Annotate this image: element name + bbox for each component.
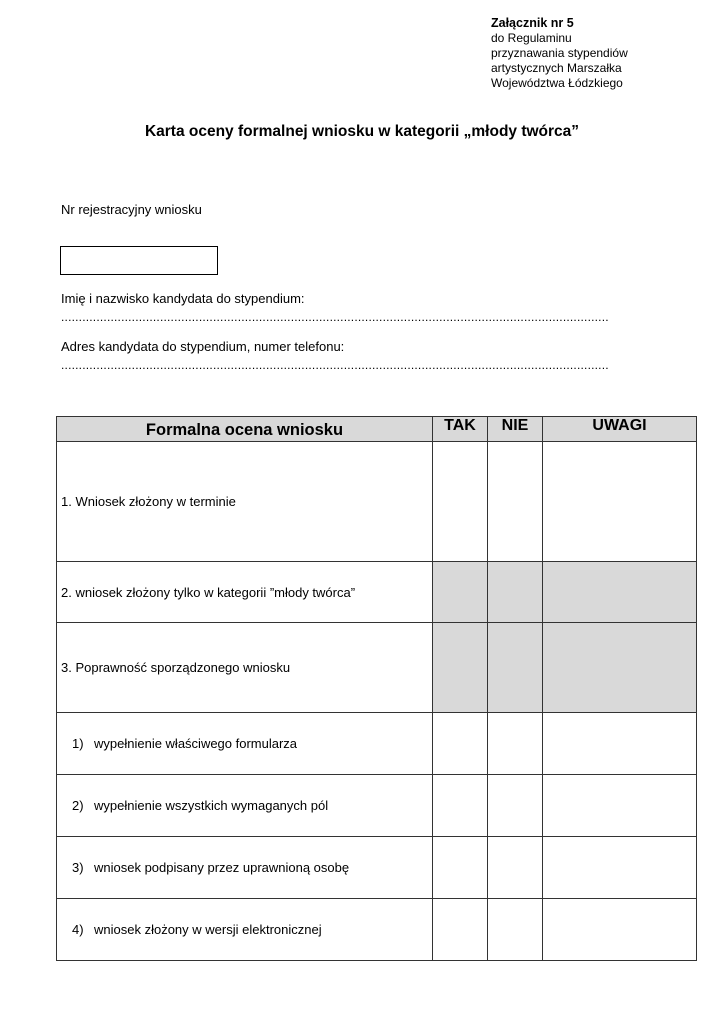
candidate-address-label: Adres kandydata do stypendium, numer telefonu: bbox=[61, 339, 345, 354]
row-number: 2) bbox=[72, 798, 84, 813]
annex-title: Załącznik nr 5 bbox=[491, 16, 574, 30]
yes-cell[interactable] bbox=[433, 899, 488, 961]
yes-cell[interactable] bbox=[433, 837, 488, 899]
row-number: 4) bbox=[72, 922, 84, 937]
row-text: wypełnienie wszystkich wymaganych pól bbox=[94, 798, 329, 813]
row-number: 1) bbox=[72, 736, 84, 751]
candidate-name-line[interactable]: ........................................................................................................................................................... bbox=[61, 310, 609, 324]
remarks-cell[interactable] bbox=[543, 899, 697, 961]
no-cell[interactable] bbox=[488, 713, 543, 775]
row-label bbox=[57, 899, 433, 961]
table-row bbox=[57, 713, 697, 775]
row-text: wniosek złożony w wersji elektronicznej bbox=[94, 922, 322, 937]
remarks-cell bbox=[543, 562, 697, 623]
no-cell bbox=[488, 562, 543, 623]
remarks-cell[interactable] bbox=[543, 837, 697, 899]
row-label: 2. wniosek złożony tylko w kategorii ”młody twórca” bbox=[57, 562, 433, 623]
remarks-cell[interactable] bbox=[543, 713, 697, 775]
remarks-cell[interactable] bbox=[543, 775, 697, 837]
no-cell[interactable] bbox=[488, 775, 543, 837]
table-row bbox=[57, 837, 697, 899]
annex-line: do Regulaminu bbox=[491, 31, 572, 45]
annex-line: Województwa Łódzkiego bbox=[491, 76, 623, 90]
no-cell bbox=[488, 623, 543, 713]
table-row bbox=[57, 899, 697, 961]
header-evaluation: Formalna ocena wniosku bbox=[57, 417, 433, 442]
header-no: NIE bbox=[488, 417, 543, 442]
registration-number-box[interactable] bbox=[60, 246, 218, 275]
evaluation-table bbox=[56, 416, 697, 961]
row-label bbox=[57, 713, 433, 775]
document-title: Karta oceny formalnej wniosku w kategorii „młody twórca” bbox=[144, 123, 580, 140]
yes-cell bbox=[433, 562, 488, 623]
no-cell[interactable] bbox=[488, 899, 543, 961]
remarks-cell bbox=[543, 623, 697, 713]
no-cell[interactable] bbox=[488, 442, 543, 562]
table-row bbox=[57, 623, 697, 713]
header-yes: TAK bbox=[433, 417, 488, 442]
annex-line: przyznawania stypendiów bbox=[491, 46, 628, 60]
table-row bbox=[57, 442, 697, 562]
yes-cell bbox=[433, 623, 488, 713]
row-text: wypełnienie właściwego formularza bbox=[94, 736, 298, 751]
row-label: 3. Poprawność sporządzonego wniosku bbox=[57, 623, 433, 713]
remarks-cell[interactable] bbox=[543, 442, 697, 562]
annex-block bbox=[491, 16, 628, 91]
candidate-address-line[interactable]: ........................................................................................................................................................... bbox=[61, 358, 609, 372]
candidate-name-label: Imię i nazwisko kandydata do stypendium: bbox=[61, 291, 305, 306]
table-row bbox=[57, 775, 697, 837]
row-text: wniosek podpisany przez uprawnioną osobę bbox=[94, 860, 350, 875]
table-row bbox=[57, 562, 697, 623]
registration-number-label: Nr rejestracyjny wniosku bbox=[61, 202, 202, 217]
row-number: 3) bbox=[72, 860, 84, 875]
yes-cell[interactable] bbox=[433, 442, 488, 562]
no-cell[interactable] bbox=[488, 837, 543, 899]
row-label: 1. Wniosek złożony w terminie bbox=[57, 442, 433, 562]
header-remarks: UWAGI bbox=[543, 417, 697, 442]
yes-cell[interactable] bbox=[433, 713, 488, 775]
row-label bbox=[57, 837, 433, 899]
table-header-row bbox=[57, 417, 697, 442]
annex-line: artystycznych Marszałka bbox=[491, 61, 622, 75]
yes-cell[interactable] bbox=[433, 775, 488, 837]
row-label bbox=[57, 775, 433, 837]
